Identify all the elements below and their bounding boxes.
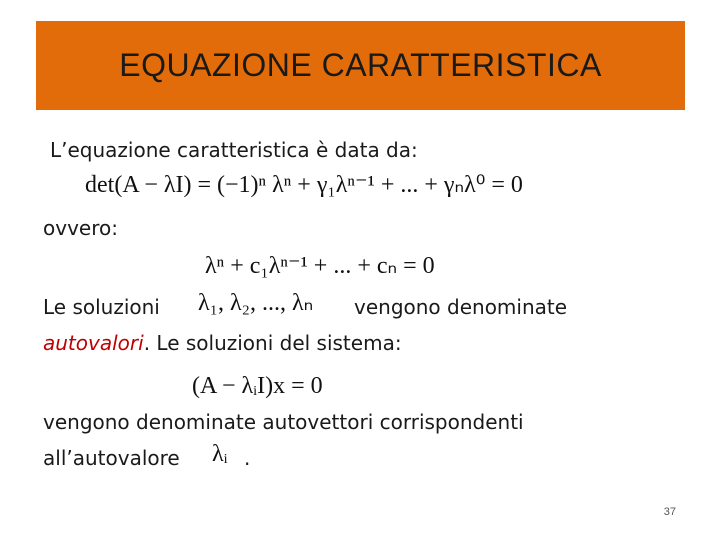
ovvero-text: ovvero:	[43, 216, 118, 240]
eigenvalue-list: λ₁, λ₂, ..., λₙ	[198, 290, 314, 316]
autovettori-line-2: all’autovalore	[43, 446, 180, 470]
intro-text: L’equazione caratteristica è data da:	[50, 138, 418, 162]
autovettori-line-1: vengono denominate autovettori corrispondenti	[43, 410, 524, 434]
line2-rest: . Le soluzioni del sistema:	[143, 331, 402, 355]
lambda-i: λᵢ	[212, 441, 228, 467]
equation-1: det(A − λI) = (−1)ⁿ λⁿ + γ₁λⁿ⁻¹ + ... + γₙλ⁰ = 0	[85, 172, 523, 198]
page-number: 37	[663, 506, 676, 518]
title-bar	[36, 21, 685, 110]
system-equation	[192, 373, 323, 400]
slide-title: EQUAZIONE CARATTERISTICA	[119, 47, 602, 83]
autovalori-line	[43, 331, 402, 355]
equation-3: (A − λᵢI)x = 0	[192, 373, 323, 399]
solutions-suffix: vengono denominate	[354, 295, 568, 319]
characteristic-equation	[85, 170, 523, 199]
autovalori-term: autovalori	[43, 331, 144, 355]
solutions-prefix: Le soluzioni	[43, 295, 160, 319]
period: .	[244, 446, 251, 470]
polynomial-equation	[205, 251, 435, 280]
equation-2: λⁿ + c₁λⁿ⁻¹ + ... + cₙ = 0	[205, 253, 435, 279]
